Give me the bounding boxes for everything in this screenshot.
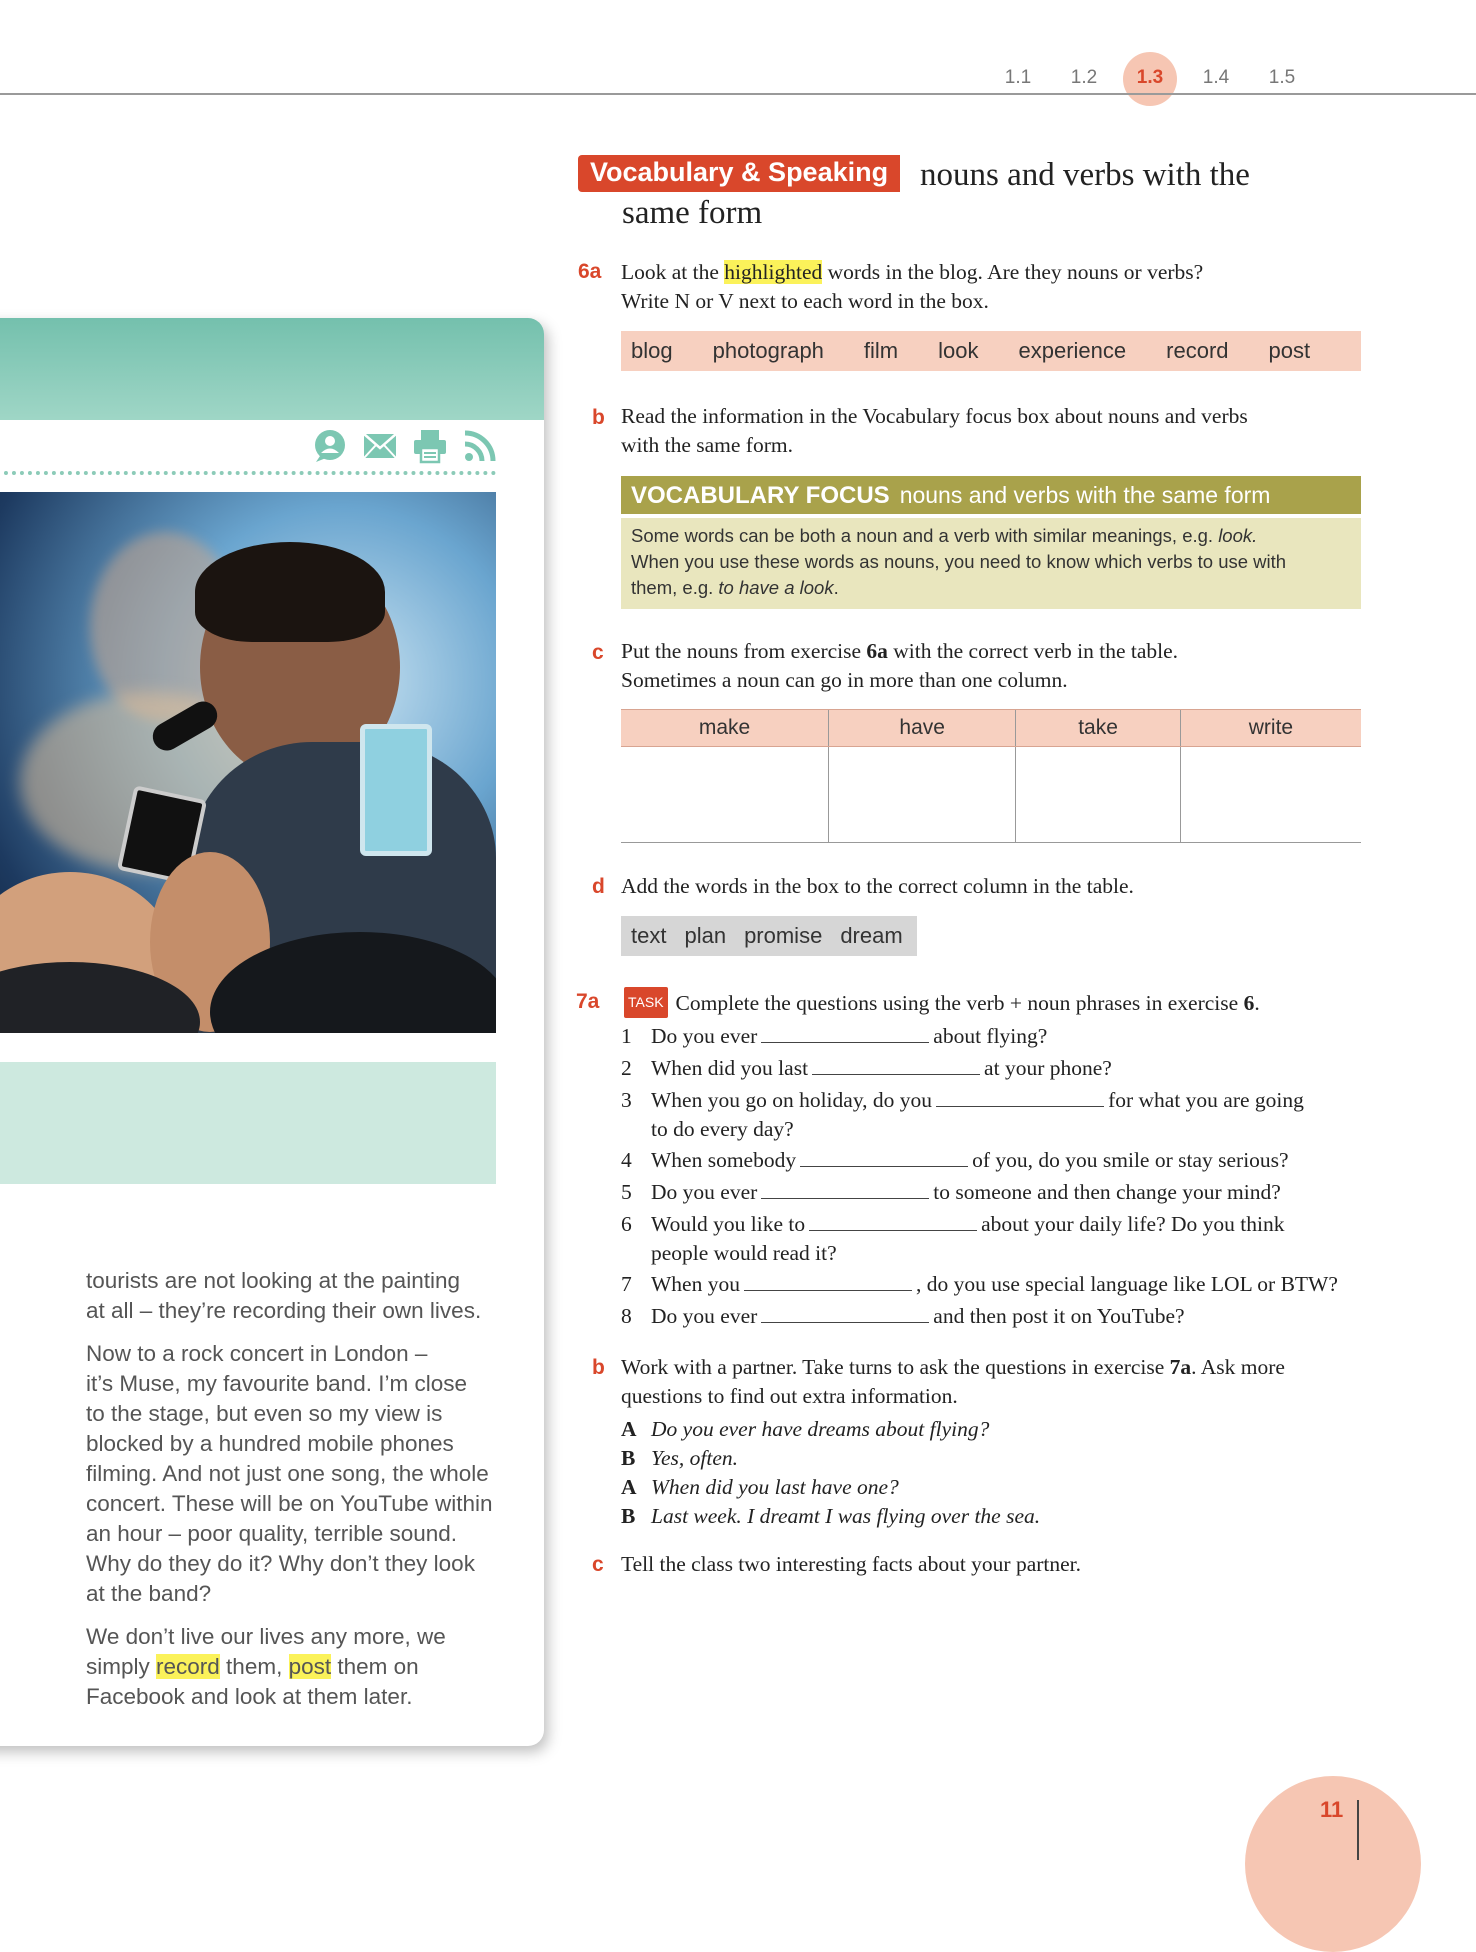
word-box-item: promise	[744, 923, 823, 948]
question-text	[651, 1270, 1361, 1299]
exercise-6d-label: d	[592, 875, 605, 898]
answer-cell-take[interactable]	[1016, 747, 1181, 843]
section-title: nouns and verbs with the	[920, 157, 1250, 193]
answer-blank[interactable]	[761, 1180, 929, 1199]
email-icon[interactable]	[362, 428, 398, 464]
exercise-ref: 6	[1243, 991, 1255, 1015]
blog-paragraph-1	[86, 1266, 516, 1326]
vocabulary-focus-title: VOCABULARY FOCUS	[631, 482, 890, 509]
answer-cell-write[interactable]	[1180, 747, 1361, 843]
speaker-label: A	[621, 1475, 637, 1499]
question-item	[621, 1054, 1361, 1083]
verb-table	[621, 709, 1361, 843]
question-text-after: about your daily life? Do you think	[981, 1212, 1285, 1236]
word-box-item: text	[631, 923, 667, 948]
column-have: have	[829, 710, 1016, 747]
word-box-item: blog	[631, 338, 673, 363]
question-text	[651, 1054, 1361, 1083]
question-text	[651, 1022, 1361, 1051]
instruction-text: .	[1254, 991, 1260, 1015]
word-box-item: post	[1268, 338, 1311, 363]
exercise-7c-instructions: Tell the class two interesting facts about your partner.	[621, 1552, 1082, 1576]
instruction-text: Complete the questions using the verb + noun phrases in exercise	[675, 991, 1244, 1015]
question-item	[621, 1086, 1361, 1144]
answer-cell-make[interactable]	[621, 747, 829, 843]
answer-blank[interactable]	[761, 1304, 929, 1323]
question-number: 3	[621, 1088, 632, 1112]
question-number: 5	[621, 1180, 632, 1204]
dialog-text: Do you ever have dreams about flying?	[651, 1417, 990, 1441]
blog-paragraph-3	[86, 1622, 516, 1712]
word-box-item: film	[863, 338, 899, 363]
question-text-after: at your phone?	[984, 1056, 1112, 1080]
focus-example: look.	[1218, 525, 1258, 546]
exercise-7b-instructions	[621, 1353, 1361, 1411]
share-icons	[312, 428, 498, 464]
instruction-text: words in the blog. Are they nouns or verbs?	[822, 260, 1204, 284]
exercise-ref: 6a	[866, 639, 888, 663]
question-text-before: When you go on holiday, do you	[651, 1088, 933, 1112]
concert-photo	[0, 492, 496, 1033]
exercise-ref: 7a	[1169, 1355, 1192, 1379]
word-box-item: look	[938, 338, 979, 363]
question-number: 8	[621, 1304, 632, 1328]
question-text	[651, 1086, 1361, 1144]
instruction-text: Write N or V next to each word in the box.	[621, 289, 989, 313]
question-item	[621, 1302, 1361, 1331]
answer-blank[interactable]	[761, 1024, 929, 1043]
exercise-7b-label: b	[592, 1356, 605, 1379]
question-text-before: Do you ever	[651, 1304, 758, 1328]
question-number: 7	[621, 1272, 632, 1296]
section-title-line2: same form	[622, 195, 763, 231]
dialog-text: Last week. I dreamt I was flying over the sea.	[651, 1504, 1041, 1528]
answer-blank[interactable]	[812, 1056, 980, 1075]
answer-cell-have[interactable]	[829, 747, 1016, 843]
word-box-item: record	[1166, 338, 1229, 363]
exercise-6b-label: b	[592, 406, 605, 429]
question-text-after: , do you use special language like LOL or BTW?	[915, 1272, 1338, 1296]
exercise-7c-label: c	[592, 1553, 604, 1576]
tab-1-2[interactable]: 1.2	[1070, 67, 1098, 88]
instruction-text: Look at the	[621, 260, 725, 284]
blog-line: tourists are not looking at the painting	[86, 1268, 460, 1293]
blog-panel	[0, 318, 544, 1746]
section-heading	[578, 155, 1298, 231]
question-text-continued: to do every day?	[651, 1117, 794, 1141]
exercise-6b-instructions	[621, 402, 1361, 460]
vocabulary-focus-box	[621, 476, 1361, 609]
tab-1-3[interactable]: 1.3	[1117, 58, 1183, 98]
blog-text	[86, 1266, 516, 1725]
question-text-after: to someone and then change your mind?	[933, 1180, 1281, 1204]
exercise-7a-label: 7a	[576, 990, 600, 1013]
focus-text: .	[833, 577, 839, 598]
dialog-text: Yes, often.	[651, 1446, 739, 1470]
vocabulary-focus-heading	[621, 476, 1361, 514]
instruction-text: Read the information in the Vocabulary focus box about nouns and verbs	[621, 404, 1248, 428]
question-text-before: Do you ever	[651, 1024, 758, 1048]
question-number: 2	[621, 1056, 632, 1080]
blog-caption-box	[0, 1062, 496, 1184]
question-number: 6	[621, 1212, 632, 1236]
speaker-label: A	[621, 1417, 637, 1441]
dialog-line	[621, 1473, 899, 1502]
tab-1-1[interactable]: 1.1	[1004, 67, 1032, 88]
question-item	[621, 1210, 1361, 1268]
unit-nav	[985, 58, 1315, 98]
question-text-before: When did you last	[651, 1056, 809, 1080]
question-text-after: of you, do you smile or stay serious?	[972, 1148, 1289, 1172]
question-text-after: about flying?	[933, 1024, 1048, 1048]
vocabulary-focus-subtitle: nouns and verbs with the same form	[899, 482, 1271, 508]
highlighted-word: highlighted	[724, 260, 823, 284]
question-item	[621, 1178, 1361, 1207]
blog-line: it’s Muse, my favourite band. I’m close	[86, 1371, 467, 1396]
blog-line: Facebook and look at them later.	[86, 1684, 413, 1709]
question-text-before: Would you like to	[651, 1212, 806, 1236]
blog-line: filming. And not just one song, the whole	[86, 1461, 489, 1486]
exercise-6a-instructions	[621, 258, 1361, 316]
vocabulary-focus-body	[621, 518, 1361, 609]
instruction-text: Work with a partner. Take turns to ask the questions in exercise	[621, 1355, 1170, 1379]
blog-line: We don’t live our lives any more, we	[86, 1624, 446, 1649]
print-icon[interactable]	[412, 428, 448, 464]
exercise-7a-instructions	[624, 987, 1364, 1018]
question-item	[621, 1146, 1361, 1175]
question-text-before: When you	[651, 1272, 740, 1296]
table-header-row	[621, 710, 1361, 747]
question-item	[621, 1022, 1361, 1051]
answer-blank[interactable]	[809, 1212, 977, 1231]
rss-icon[interactable]	[462, 428, 498, 464]
blog-line: concert. These will be on YouTube within	[86, 1491, 493, 1516]
page-number: 11	[1320, 1797, 1344, 1822]
word-box-item: photograph	[712, 338, 824, 363]
page-bar	[1357, 1800, 1359, 1860]
question-text	[651, 1146, 1361, 1175]
instruction-text: Put the nouns from exercise	[621, 639, 867, 663]
question-text	[651, 1178, 1361, 1207]
instruction-text: . Ask more	[1191, 1355, 1285, 1379]
blog-text-fragment: them on	[331, 1654, 419, 1679]
blog-line: to the stage, but even so my view is	[86, 1401, 443, 1426]
blog-text-fragment: them,	[219, 1654, 289, 1679]
answer-blank[interactable]	[800, 1148, 968, 1167]
question-text-continued: people would read it?	[651, 1241, 837, 1265]
blog-line: at all – they’re recording their own lives.	[86, 1298, 482, 1323]
dialog-line	[621, 1444, 738, 1473]
word-box-item: plan	[684, 923, 727, 948]
instruction-text: with the same form.	[621, 433, 793, 457]
answer-blank[interactable]	[744, 1272, 912, 1291]
blog-line: Why do they do it? Why don’t they look	[86, 1551, 475, 1576]
dialog-line	[621, 1415, 989, 1444]
tab-1-5[interactable]: 1.5	[1268, 67, 1296, 88]
focus-example: to have a look	[718, 577, 834, 598]
dialog-text: When did you last have one?	[651, 1475, 899, 1499]
word-box-item: dream	[840, 923, 903, 948]
exercise-6c-label: c	[592, 641, 604, 664]
blog-line: at the band?	[86, 1581, 212, 1606]
focus-text: When you use these words as nouns, you need to know which verbs to use with	[631, 551, 1287, 572]
word-box-6a	[621, 331, 1361, 371]
tab-1-4[interactable]: 1.4	[1202, 67, 1230, 88]
word-box-item: experience	[1018, 338, 1127, 363]
blog-line: simply	[86, 1654, 157, 1679]
task-badge: TASK	[624, 987, 668, 1018]
word-box-6d	[621, 916, 917, 956]
column-write: write	[1180, 710, 1361, 747]
blog-header	[0, 318, 544, 420]
blog-paragraph-2	[86, 1339, 516, 1609]
blog-line: an hour – poor quality, terrible sound.	[86, 1521, 458, 1546]
dotted-divider	[0, 471, 496, 475]
exercise-6c-instructions	[621, 637, 1361, 695]
answer-blank[interactable]	[936, 1088, 1104, 1107]
question-text-before: When somebody	[651, 1148, 797, 1172]
question-text-after: for what you are going	[1108, 1088, 1304, 1112]
blog-line: blocked by a hundred mobile phones	[86, 1431, 454, 1456]
column-make: make	[621, 710, 829, 747]
highlighted-word-post: post	[288, 1654, 332, 1679]
question-number: 1	[621, 1024, 632, 1048]
exercise-6a-label: 6a	[578, 260, 602, 283]
highlighted-word-record: record	[156, 1654, 220, 1679]
speaker-label: B	[621, 1504, 636, 1528]
focus-text: them, e.g.	[631, 577, 719, 598]
dialog-line	[621, 1502, 1040, 1531]
exercise-6d-instructions: Add the words in the box to the correct column in the table.	[621, 874, 1134, 898]
question-text	[651, 1210, 1361, 1268]
question-text-after: and then post it on YouTube?	[933, 1304, 1185, 1328]
blog-line: Now to a rock concert in London –	[86, 1341, 428, 1366]
table-row	[621, 747, 1361, 843]
column-take: take	[1016, 710, 1181, 747]
question-text-before: Do you ever	[651, 1180, 758, 1204]
instruction-text: questions to find out extra information.	[621, 1384, 958, 1408]
question-text	[651, 1302, 1361, 1331]
comment-icon[interactable]	[312, 428, 348, 464]
instruction-text: with the correct verb in the table.	[887, 639, 1179, 663]
question-item	[621, 1270, 1361, 1299]
question-number: 4	[621, 1148, 632, 1172]
speaker-label: B	[621, 1446, 636, 1470]
focus-text: Some words can be both a noun and a verb with similar meanings, e.g.	[631, 525, 1219, 546]
section-tag: Vocabulary & Speaking	[578, 155, 900, 192]
instruction-text: Sometimes a noun can go in more than one column.	[621, 668, 1068, 692]
